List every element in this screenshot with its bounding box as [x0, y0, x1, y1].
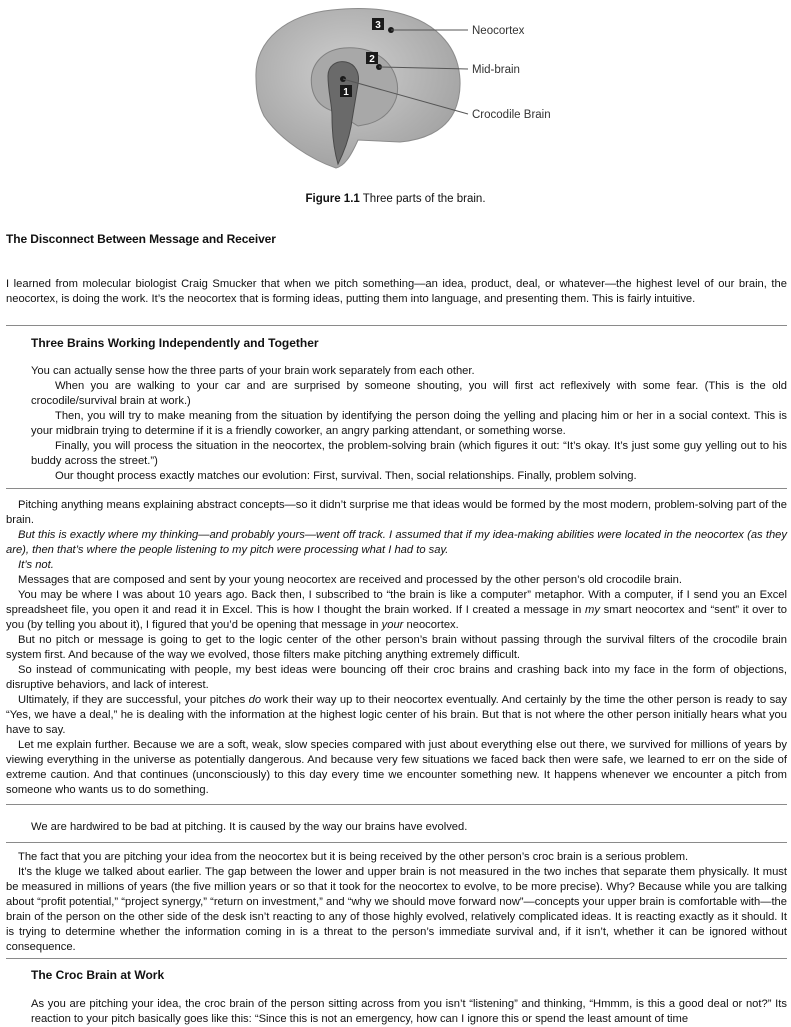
body-paragraph — [6, 693, 787, 738]
label-midbrain: Mid-brain — [472, 64, 520, 76]
italic-text: your — [381, 619, 404, 631]
figure-caption-label: Figure 1.1 — [305, 193, 360, 205]
text-run: neocortex. — [403, 619, 459, 631]
box2-paragraph: As you are pitching your idea, the croc brain of the person sitting across from you isn’t “listening” and thinking, “Hmmm, is this a good deal or not?” Its reaction to your pitch basically goes like this: “Since this is not an emergency, how can I ignore this or spend the least amount of time — [31, 998, 787, 1025]
callout-top-rule — [6, 804, 787, 805]
box2-heading: The Croc Brain at Work — [31, 968, 165, 982]
figure-caption-text: Three parts of the brain. — [359, 193, 486, 205]
intro-paragraph: I learned from molecular biologist Craig Smucker that when we pitch something—an idea, product, deal, or whatever—the highest level of our brain, the neocortex, is doing the work. It’s the neocortex that is forming ideas, putting them into language, and presenting them. This is fairly intuitive. — [6, 278, 787, 305]
box1-heading: Three Brains Working Independently and Together — [31, 336, 319, 350]
text-run: You may be where I was about 10 years ago. Back then, I subscribed to “the brain is like a computer” metaphor. With a computer, if I send you an Excel spreadsheet file, you open it and read it in Excel. This is how I thought the brain worked. If I created a message in — [6, 589, 787, 616]
callout-text: We are hardwired to be bad at pitching. It is caused by the way our brains have evolved. — [31, 821, 468, 833]
figure-caption — [0, 192, 791, 207]
callout-bottom-rule — [6, 842, 787, 843]
label-3: 3 — [375, 20, 381, 31]
brain-diagram — [240, 0, 570, 170]
body-paragraph: Messages that are composed and sent by your young neocortex are received and processed by the other person’s old crocodile brain. — [18, 574, 682, 586]
body-paragraph-italic — [6, 528, 787, 558]
text-run: smart neocortex and “sent” it over to you (by telling you about it), I figured that you’d be opening that message in — [6, 604, 787, 631]
body-paragraph-italic — [6, 558, 787, 573]
text-run: work their way up to their neocortex eventually. And certainly by the time the other person is ready to say “Yes, we have a deal,” he is dealing with the information at the highest logic center of his brain. But that is not where the other person initially hears what you have to say. — [6, 694, 787, 736]
body-paragraph: But no pitch or message is going to get to the logic center of the other person’s brain without passing through the survival filters of the crocodile brain system first. And because of the way we evolved, those filters make pitching anything extremely difficult. — [6, 634, 787, 661]
body-paragraph: Let me explain further. Because we are a soft, weak, slow species compared with just about everything else out there, we survived for millions of years by viewing everything in the universe as potentially dangerous. And because very few situations we faced back then were safe, we learned to err on the side of extreme caution. And that continues (unconsciously) to this day every time we encounter something new. It happens whenever we encounter a pitch from someone who wants us to do something. — [6, 739, 787, 796]
box1-bottom-rule — [6, 488, 787, 489]
italic-text: But this is exactly where my thinking—and probably yours—went off track. I assumed that if my idea-making abilities were located in the neocortex (as they are), then that’s where the people listening to my pitch were processing what I had to say. — [6, 529, 787, 556]
box1-paragraph: Then, you will try to make meaning from the situation by identifying the person doing the yelling and placing him or her in a social context. This is your midbrain trying to determine if it is a friendly coworker, an angry parking attendant, or something worse. — [31, 410, 787, 437]
body-paragraph: So instead of communicating with people, my best ideas were bouncing off their croc brains and crashing back into my face in the form of objections, disruptive behaviors, and lack of interest. — [6, 664, 787, 691]
body-paragraph — [6, 588, 787, 633]
italic-text: do — [248, 694, 262, 706]
label-crocodile-brain: Crocodile Brain — [472, 109, 551, 121]
box1-paragraph: Our thought process exactly matches our evolution: First, survival. Then, social relationships. Finally, problem solving. — [55, 470, 637, 482]
body-paragraph: The fact that you are pitching your idea from the neocortex but it is being received by the other person’s croc brain is a serious problem. — [18, 851, 689, 863]
box1-paragraph: When you are walking to your car and are surprised by someone shouting, you will first act reflexively with some fear. (This is the old crocodile/survival brain at work.) — [31, 380, 787, 407]
label-neocortex: Neocortex — [472, 25, 525, 37]
body-paragraph: It’s the kluge we talked about earlier. The gap between the lower and upper brain is not measured in the two inches that separate them physically. It must be measured in millions of years (the five million years or so that it took for the neocortex to evolve, to be more precise). Why? Because while you are talking about “profit potential,” “project synergy,” “return on investment,” and “why we should move forward now”—concepts your upper brain is comfortable with—the brain of the person on the other side of the desk isn’t reacting to any of those highly evolved, relatively complicated ideas. It is reacting exactly as it should. It is trying to determine whether the information coming in is a threat to the person’s immediate survival and, if it isn’t, whether it can be ignored without consequence. — [6, 866, 787, 953]
box1-paragraph: Finally, you will process the situation in the neocortex, the problem-solving brain (which figures it out: “It’s okay. It’s just some guy yelling out to his buddy across the street.”) — [31, 440, 787, 467]
label-2: 2 — [369, 54, 375, 65]
italic-text: my — [585, 604, 600, 616]
box2-top-rule — [6, 958, 787, 959]
text-run: Ultimately, if they are successful, your pitches — [18, 694, 249, 706]
box1-paragraph: You can actually sense how the three parts of your brain work separately from each other. — [31, 365, 475, 377]
italic-text: It’s not. — [18, 559, 54, 571]
label-1: 1 — [343, 87, 349, 98]
section-heading: The Disconnect Between Message and Receiver — [6, 232, 276, 246]
box1-top-rule — [6, 325, 787, 326]
body-paragraph: Pitching anything means explaining abstract concepts—so it didn’t surprise me that ideas would be formed by the most modern, problem-solving part of the brain. — [6, 499, 787, 526]
